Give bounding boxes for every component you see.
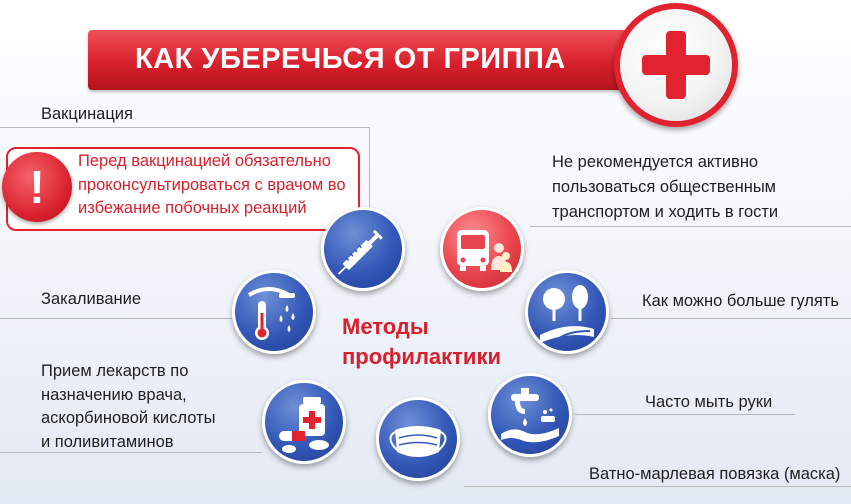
shower-thermometer-icon bbox=[232, 270, 316, 354]
park-trees-icon bbox=[525, 270, 609, 354]
label-transport bbox=[552, 150, 778, 225]
label-medicine-line4: и поливитаминов bbox=[41, 432, 174, 451]
warning-text bbox=[78, 150, 358, 221]
warning-line2: проконсультироваться с врачом во bbox=[78, 175, 346, 194]
syringe-icon bbox=[321, 207, 405, 291]
medical-cross-icon bbox=[614, 3, 738, 127]
label-mask: Ватно-марлевая повязка (маска) bbox=[589, 465, 841, 483]
center-title-line2: профилактики bbox=[342, 344, 501, 369]
center-title bbox=[342, 312, 502, 372]
connector-hardening bbox=[0, 318, 236, 319]
label-transport-line2: пользоваться общественным bbox=[552, 178, 777, 196]
connector-transport bbox=[530, 226, 851, 227]
label-medicine bbox=[41, 360, 215, 454]
label-handwash: Часто мыть руки bbox=[645, 393, 773, 411]
label-transport-line3: транспортом и ходить в гости bbox=[552, 203, 779, 221]
bus-people-icon bbox=[440, 207, 524, 291]
connector-handwash bbox=[575, 414, 795, 415]
connector-walking bbox=[610, 318, 851, 319]
exclamation-icon: ! bbox=[2, 152, 72, 222]
label-vaccination: Вакцинация bbox=[41, 105, 133, 123]
warning-line3: избежание побочных реакций bbox=[78, 199, 307, 217]
label-medicine-line3: аскорбиновой кислоты bbox=[41, 409, 216, 427]
label-medicine-line2: назначению врача, bbox=[41, 385, 187, 404]
label-walking: Как можно больше гулять bbox=[642, 292, 839, 310]
label-hardening: Закаливание bbox=[41, 290, 142, 308]
connector-vaccination bbox=[0, 127, 370, 128]
page-title: КАК УБЕРЕЧЬСЯ ОТ ГРИППА bbox=[135, 43, 566, 75]
face-mask-icon bbox=[376, 397, 460, 481]
faucet-hands-icon bbox=[488, 373, 572, 457]
center-title-line1: Методы bbox=[342, 314, 429, 339]
label-medicine-line1: Прием лекарств по bbox=[41, 362, 189, 380]
connector-mask bbox=[464, 486, 851, 487]
pills-icon bbox=[262, 380, 346, 464]
warning-line1: Перед вакцинацией обязательно bbox=[78, 152, 331, 170]
label-transport-line1: Не рекомендуется активно bbox=[552, 153, 759, 171]
